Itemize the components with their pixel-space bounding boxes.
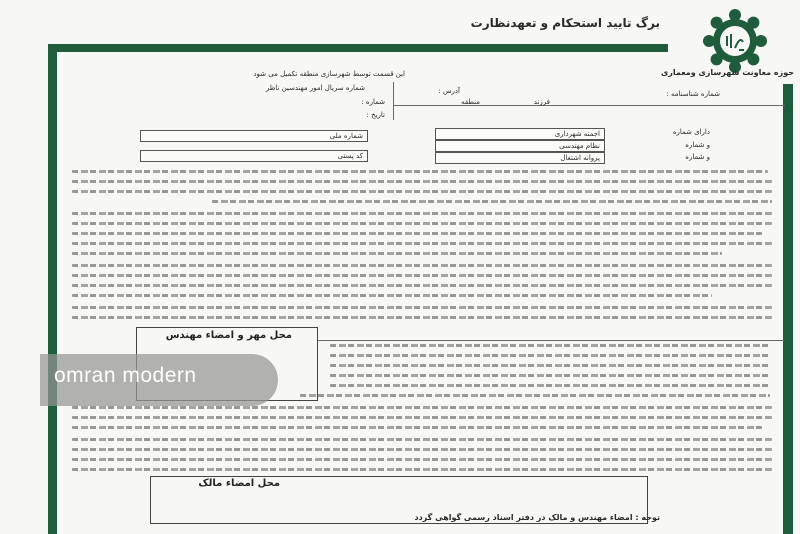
serial-label: شماره سریال امور مهندسین ناظر — [265, 84, 365, 92]
top-rule — [393, 105, 785, 106]
body-line — [330, 384, 770, 387]
body-line — [330, 354, 770, 357]
body-line — [72, 222, 772, 225]
body-line — [72, 264, 772, 267]
watermark-text: omran modern — [54, 364, 197, 387]
field-license-label: پروانه اشتغال — [560, 154, 600, 162]
frame-top-bar — [48, 44, 668, 52]
section-rule — [318, 340, 784, 341]
top-divider — [393, 82, 394, 120]
zone-label: منطقه — [461, 98, 480, 106]
field-postal-code[interactable] — [140, 150, 368, 162]
side-label-1: دارای شماره — [672, 128, 710, 136]
top-note: این قسمت توسط شهرسازی منطقه تکمیل می شود — [253, 70, 405, 78]
tehran-municipality-logo-icon — [700, 6, 770, 76]
field-national-id-label: شماره ملی — [329, 132, 363, 140]
side-label-2: و شماره — [685, 141, 710, 149]
number-label: شماره : — [361, 98, 385, 106]
body-line — [72, 406, 772, 409]
body-line — [72, 416, 772, 419]
body-line — [330, 344, 770, 347]
frame-right-bar — [783, 84, 793, 534]
field-engineering[interactable] — [435, 140, 605, 152]
engineer-stamp-label: محل مهر و امضاء مهندس — [165, 330, 292, 341]
field-municipality[interactable] — [435, 128, 605, 140]
body-line — [72, 242, 772, 245]
body-line — [330, 364, 770, 367]
body-line — [72, 212, 772, 215]
field-engineering-label: نظام مهندسی — [559, 142, 600, 150]
owner-signature-label: محل امضاء مالک — [198, 478, 280, 489]
body-line — [72, 294, 712, 297]
body-line — [72, 190, 772, 193]
block-label: فرزند — [533, 98, 550, 106]
body-line — [212, 200, 772, 203]
body-line — [300, 394, 770, 397]
body-line — [72, 252, 722, 255]
date-label: تاریخ : — [366, 111, 385, 119]
footer-note: توجه : امضاء مهندس و مالک در دفتر اسناد رسمی گواهی گردد — [414, 513, 660, 522]
header-note: حوزه معاونت شهرسازی ومعماری — [660, 68, 794, 77]
body-line — [72, 458, 772, 461]
field-municipality-label: اجمنه شهرداری — [554, 130, 600, 138]
field-postal-code-label: کد پستی — [337, 152, 363, 160]
body-line — [72, 232, 762, 235]
body-line — [72, 438, 772, 441]
field-license[interactable] — [435, 152, 605, 164]
form-title: برگ تایید استحکام و تعهدنظارت — [470, 16, 660, 30]
body-line — [72, 180, 772, 183]
field-national-id[interactable] — [140, 130, 368, 142]
body-line — [72, 274, 772, 277]
body-line — [72, 426, 762, 429]
frame-left-bar — [48, 44, 57, 534]
plate-label: آدرس : — [438, 87, 460, 95]
body-line — [72, 448, 772, 451]
body-line — [72, 170, 768, 173]
file-label: شماره شناسنامه : — [666, 90, 720, 98]
body-line — [72, 284, 772, 287]
body-line — [330, 374, 770, 377]
body-line — [72, 316, 772, 319]
body-line — [72, 306, 772, 309]
body-line — [72, 468, 772, 471]
side-label-3: و شماره — [685, 153, 710, 161]
